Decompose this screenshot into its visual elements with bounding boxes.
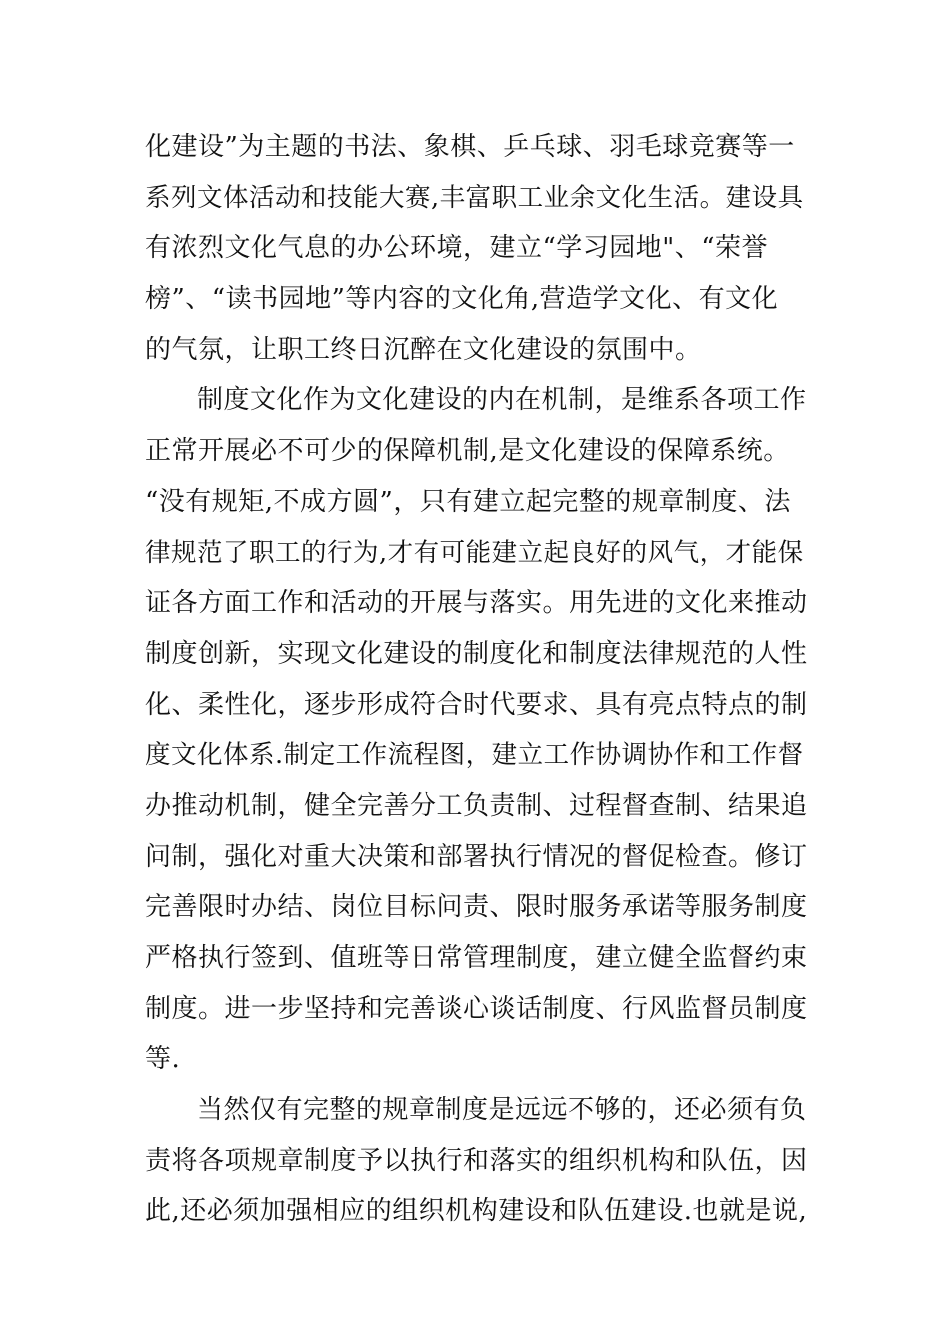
text-line: 制度创新，实现文化建设的制度化和制度法律规范的人性 bbox=[145, 638, 808, 669]
text-line: 系列文体活动和技能大赛,丰富职工业余文化生活。建设具 bbox=[145, 182, 804, 213]
paragraph-start-line: 当然仅有完整的规章制度是远远不够的，还必须有负 bbox=[197, 1095, 807, 1126]
text-line: 正常开展必不可少的保障机制,是文化建设的保障系统。 bbox=[145, 436, 790, 467]
text-line: 等. bbox=[145, 1044, 181, 1075]
body-text bbox=[145, 122, 810, 1237]
text-line: 制度。进一步坚持和完善谈心谈话制度、行风监督员制度 bbox=[145, 993, 808, 1024]
text-line: 化、柔性化，逐步形成符合时代要求、具有亮点特点的制 bbox=[145, 689, 808, 720]
text-line: 度文化体系.制定工作流程图，建立工作协调协作和工作督 bbox=[145, 740, 804, 771]
text-line: 的气氛，让职工终日沉醉在文化建设的氛围中。 bbox=[145, 334, 702, 365]
text-line: 完善限时办结、岗位目标问责、限时服务承诺等服务制度 bbox=[145, 892, 808, 923]
text-line: 律规范了职工的行为,才有可能建立起良好的风气，才能保 bbox=[145, 537, 804, 568]
text-line: 问制，强化对重大决策和部署执行情况的督促检查。修订 bbox=[145, 841, 808, 872]
text-line: “没有规矩,不成方圆”，只有建立起完整的规章制度、法 bbox=[145, 486, 791, 517]
text-line: 证各方面工作和活动的开展与落实。用先进的文化来推动 bbox=[145, 588, 808, 619]
text-line: 责将各项规章制度予以执行和落实的组织机构和队伍，因 bbox=[145, 1145, 808, 1176]
text-line: 化建设”为主题的书法、象棋、乒乓球、羽毛球竞赛等一 bbox=[145, 132, 795, 162]
paragraph-start-line: 制度文化作为文化建设的内在机制，是维系各项工作 bbox=[197, 385, 807, 416]
text-line: 榜”、“读书园地”等内容的文化角,营造学文化、有文化 bbox=[145, 284, 779, 315]
text-line: 办推动机制，健全完善分工负责制、过程督查制、结果追 bbox=[145, 790, 808, 821]
text-line: 严格执行签到、值班等日常管理制度，建立健全监督约束 bbox=[145, 943, 808, 973]
text-line: 此,还必须加强相应的组织机构建设和队伍建设.也就是说, bbox=[145, 1196, 808, 1227]
text-line: 有浓烈文化气息的办公环境，建立“学习园地"、“荣誉 bbox=[145, 233, 769, 264]
